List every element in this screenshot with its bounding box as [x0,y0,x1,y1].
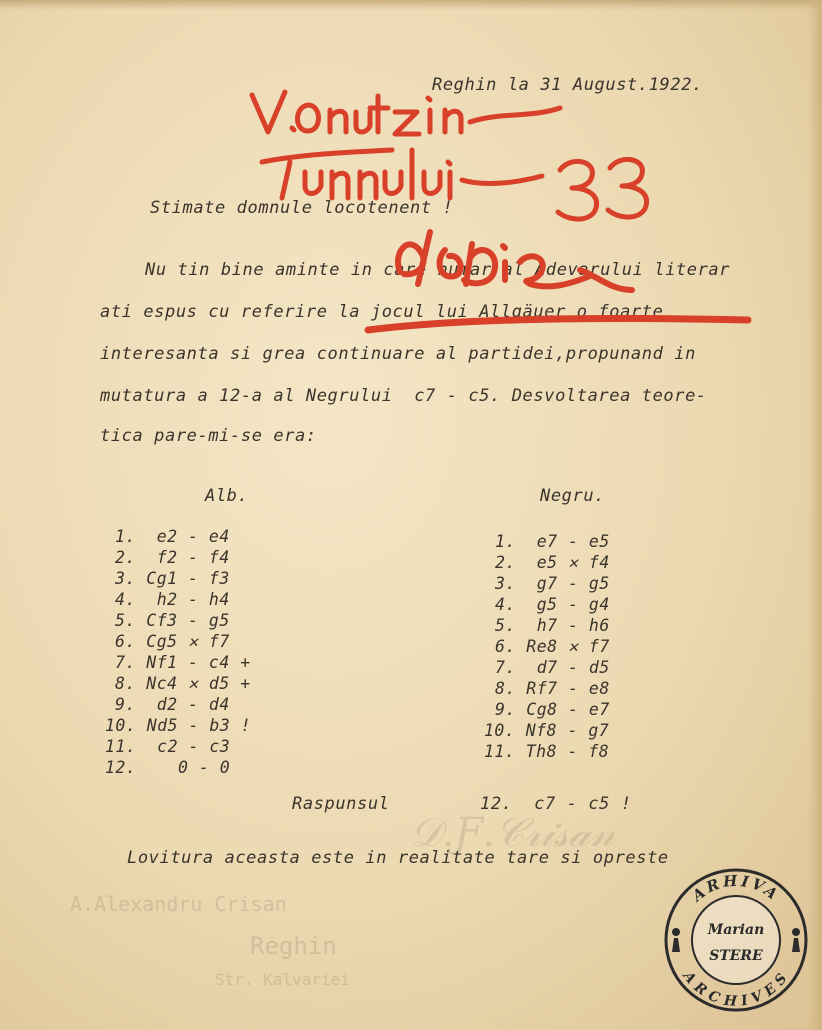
letter-greeting: Stimate domnule locotenent ! [150,198,454,218]
body-line-3: interesanta si grea continuare al partidei,propunand in [100,344,696,364]
stamp-center-line2: STERE [709,948,763,964]
response-move: 12. c7 - c5 ! [480,794,632,814]
black-move: 4. g5 - g4 [495,595,610,614]
pawn-icon-right [792,928,800,952]
black-move: 2. e5 ✕ f4 [495,553,610,572]
handwriting-line-3 [398,232,632,290]
white-moves-header: Alb. [205,486,249,506]
white-move: 5. Cf3 - g5 [115,611,230,630]
stamp-top-text: ARHIVA [688,871,784,905]
bleed-through-city: Reghin [250,932,337,960]
white-move: 2. f2 - f4 [115,548,230,567]
body-line-5: tica pare-mi-se era: [100,426,317,446]
black-move: 10. Nf8 - g7 [484,721,610,740]
white-move: 3. Cg1 - f3 [115,569,230,588]
handwriting-line-2 [262,150,647,219]
white-move: 9. d2 - d4 [115,695,230,714]
black-move: 8. Rf7 - e8 [495,679,610,698]
white-move: 4. h2 - h4 [115,590,230,609]
black-move: 1. e7 - e5 [495,532,610,551]
black-move: 11. Th8 - f8 [484,742,610,761]
white-move: 10. Nd5 - b3 ! [105,716,252,735]
body-line-2: ati espus cu referire la jocul lui Allgäuer o foarte [100,302,664,322]
closing-line: Lovitura aceasta este in realitate tare si opreste [127,848,669,868]
white-move: 12. 0 - 0 [105,758,231,777]
black-move: 6. Re8 ✕ f7 [495,637,610,656]
stamp-center-line1: Marian [707,922,765,938]
white-move: 7. Nf1 - c4 + [115,653,251,672]
bleed-through-street: Str. Kalvariei [215,970,350,989]
stamp-inner-ring [692,896,780,984]
white-move: 8. Nc4 ✕ d5 + [115,674,251,693]
black-moves-header: Negru. [540,486,606,506]
archive-stamp [662,866,810,1014]
handwriting-line-1 [252,92,560,134]
bleed-through-signature: 𝒟.Ƒ.𝒞𝓇𝒾𝓈𝒶𝓃 [410,810,616,856]
black-move: 5. h7 - h6 [495,616,610,635]
black-move: 7. d7 - d5 [495,658,610,677]
stamp-bottom-text: ARCHIVES [679,968,793,1011]
pawn-icon-left [672,928,680,952]
black-move: 3. g7 - g5 [495,574,610,593]
response-label: Raspunsul [292,794,390,814]
body-line-4: mutatura a 12-a al Negrului c7 - c5. Desvoltarea teore- [100,386,707,406]
bleed-through-name: A.Alexandru Crisan [70,892,287,916]
black-move: 9. Cg8 - e7 [495,700,610,719]
white-move: 6. Cg5 ✕ f7 [115,632,230,651]
handwriting-underline [368,318,748,330]
white-move: 1. e2 - e4 [115,527,230,546]
white-move: 11. c2 - c3 [105,737,231,756]
body-line-1: Nu tin bine aminte in care numar al Adevarului literar [145,260,731,280]
letter-date: Reghin la 31 August.1922. [432,75,703,95]
